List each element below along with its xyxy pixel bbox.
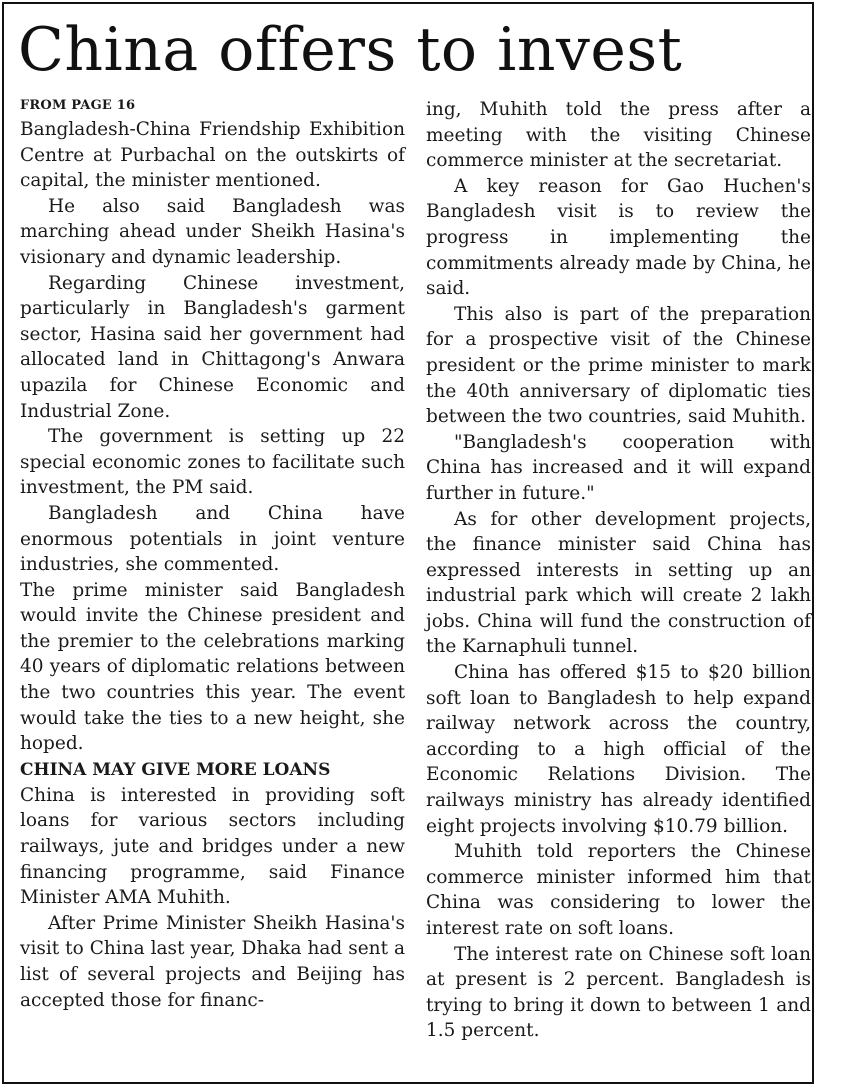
paragraph: He also said Bangladesh was marching ahead under Sheikh Hasina's visionary and dynamic leadership. xyxy=(20,195,405,268)
paragraph: This also is part of the preparation for a prospective visit of the Chinese president or the prime minister to mark the 40th anniversary of diplomatic ties between the two countries, said Muhith. xyxy=(426,303,811,428)
paragraph: As for other development projects, the finance minister said China has expressed interests in setting up an industrial park which will create 2 lakh jobs. China will fund the construction of the Karnaphuli tunnel. xyxy=(426,508,811,658)
section-subhead: CHINA MAY GIVE MORE LOANS xyxy=(20,759,331,780)
paragraph: China has offered $15 to $20 billion soft loan to Bangladesh to help expand railway network across the country, according to a high official of the Economic Relations Division. The railways ministry has already identified eight projects involving $10.79 billion. xyxy=(426,662,811,837)
paragraph: Bangladesh and China have enormous potentials in joint venture industries, she commented. xyxy=(20,502,405,576)
paragraph: The government is setting up 22 special economic zones to facilitate such investment, the PM said. xyxy=(20,426,405,499)
paragraph: China is interested in providing soft loans for various sectors including railways, jute and bridges under a new financing programme, said Finance Minister AMA Muhith. xyxy=(20,784,405,909)
column-right xyxy=(426,97,811,1044)
paragraph: Muhith told reporters the Chinese commerce minister informed him that China was considering to lower the interest rate on soft loans. xyxy=(426,841,811,939)
paragraph: A key reason for Gao Huchen's Bangladesh visit is to review the progress in implementing the commitments already made by China, he said. xyxy=(426,175,811,300)
paragraph: "Bangladesh's cooperation with China has increased and it will expand further in future." xyxy=(426,431,811,504)
continuation-kicker: FROM PAGE 16 xyxy=(20,98,136,113)
paragraph: After Prime Minister Sheikh Hasina's visit to China last year, Dhaka had sent a list of several projects and Beijing has accepted those for financ- xyxy=(20,912,405,1011)
paragraph: Bangladesh-China Friendship Exhibition Centre at Purbachal on the outskirts of capital, the minister mentioned. xyxy=(20,119,405,192)
paragraph: ing, Muhith told the press after a meeting with the visiting Chinese commerce minister at the secretariat. xyxy=(426,99,811,172)
headline: China offers to invest xyxy=(18,15,683,85)
paragraph: The interest rate on Chinese soft loan at present is 2 percent. Bangladesh is trying to bring it down to between 1 and 1.5 percent. xyxy=(426,943,811,1042)
paragraph: The prime minister said Bangladesh would invite the Chinese president and the premier to the celebrations marking 40 years of diplomatic relations between the two countries this year. The event would take the ties to a new height, she hoped. xyxy=(20,579,405,755)
news-clipping xyxy=(2,2,814,1084)
paragraph: Regarding Chinese investment, particularly in Bangladesh's garment sector, Hasina said her government had allocated land in Chittagong's Anwara upazila for Chinese Economic and Industrial Zone. xyxy=(20,272,405,422)
column-left xyxy=(20,96,405,1013)
